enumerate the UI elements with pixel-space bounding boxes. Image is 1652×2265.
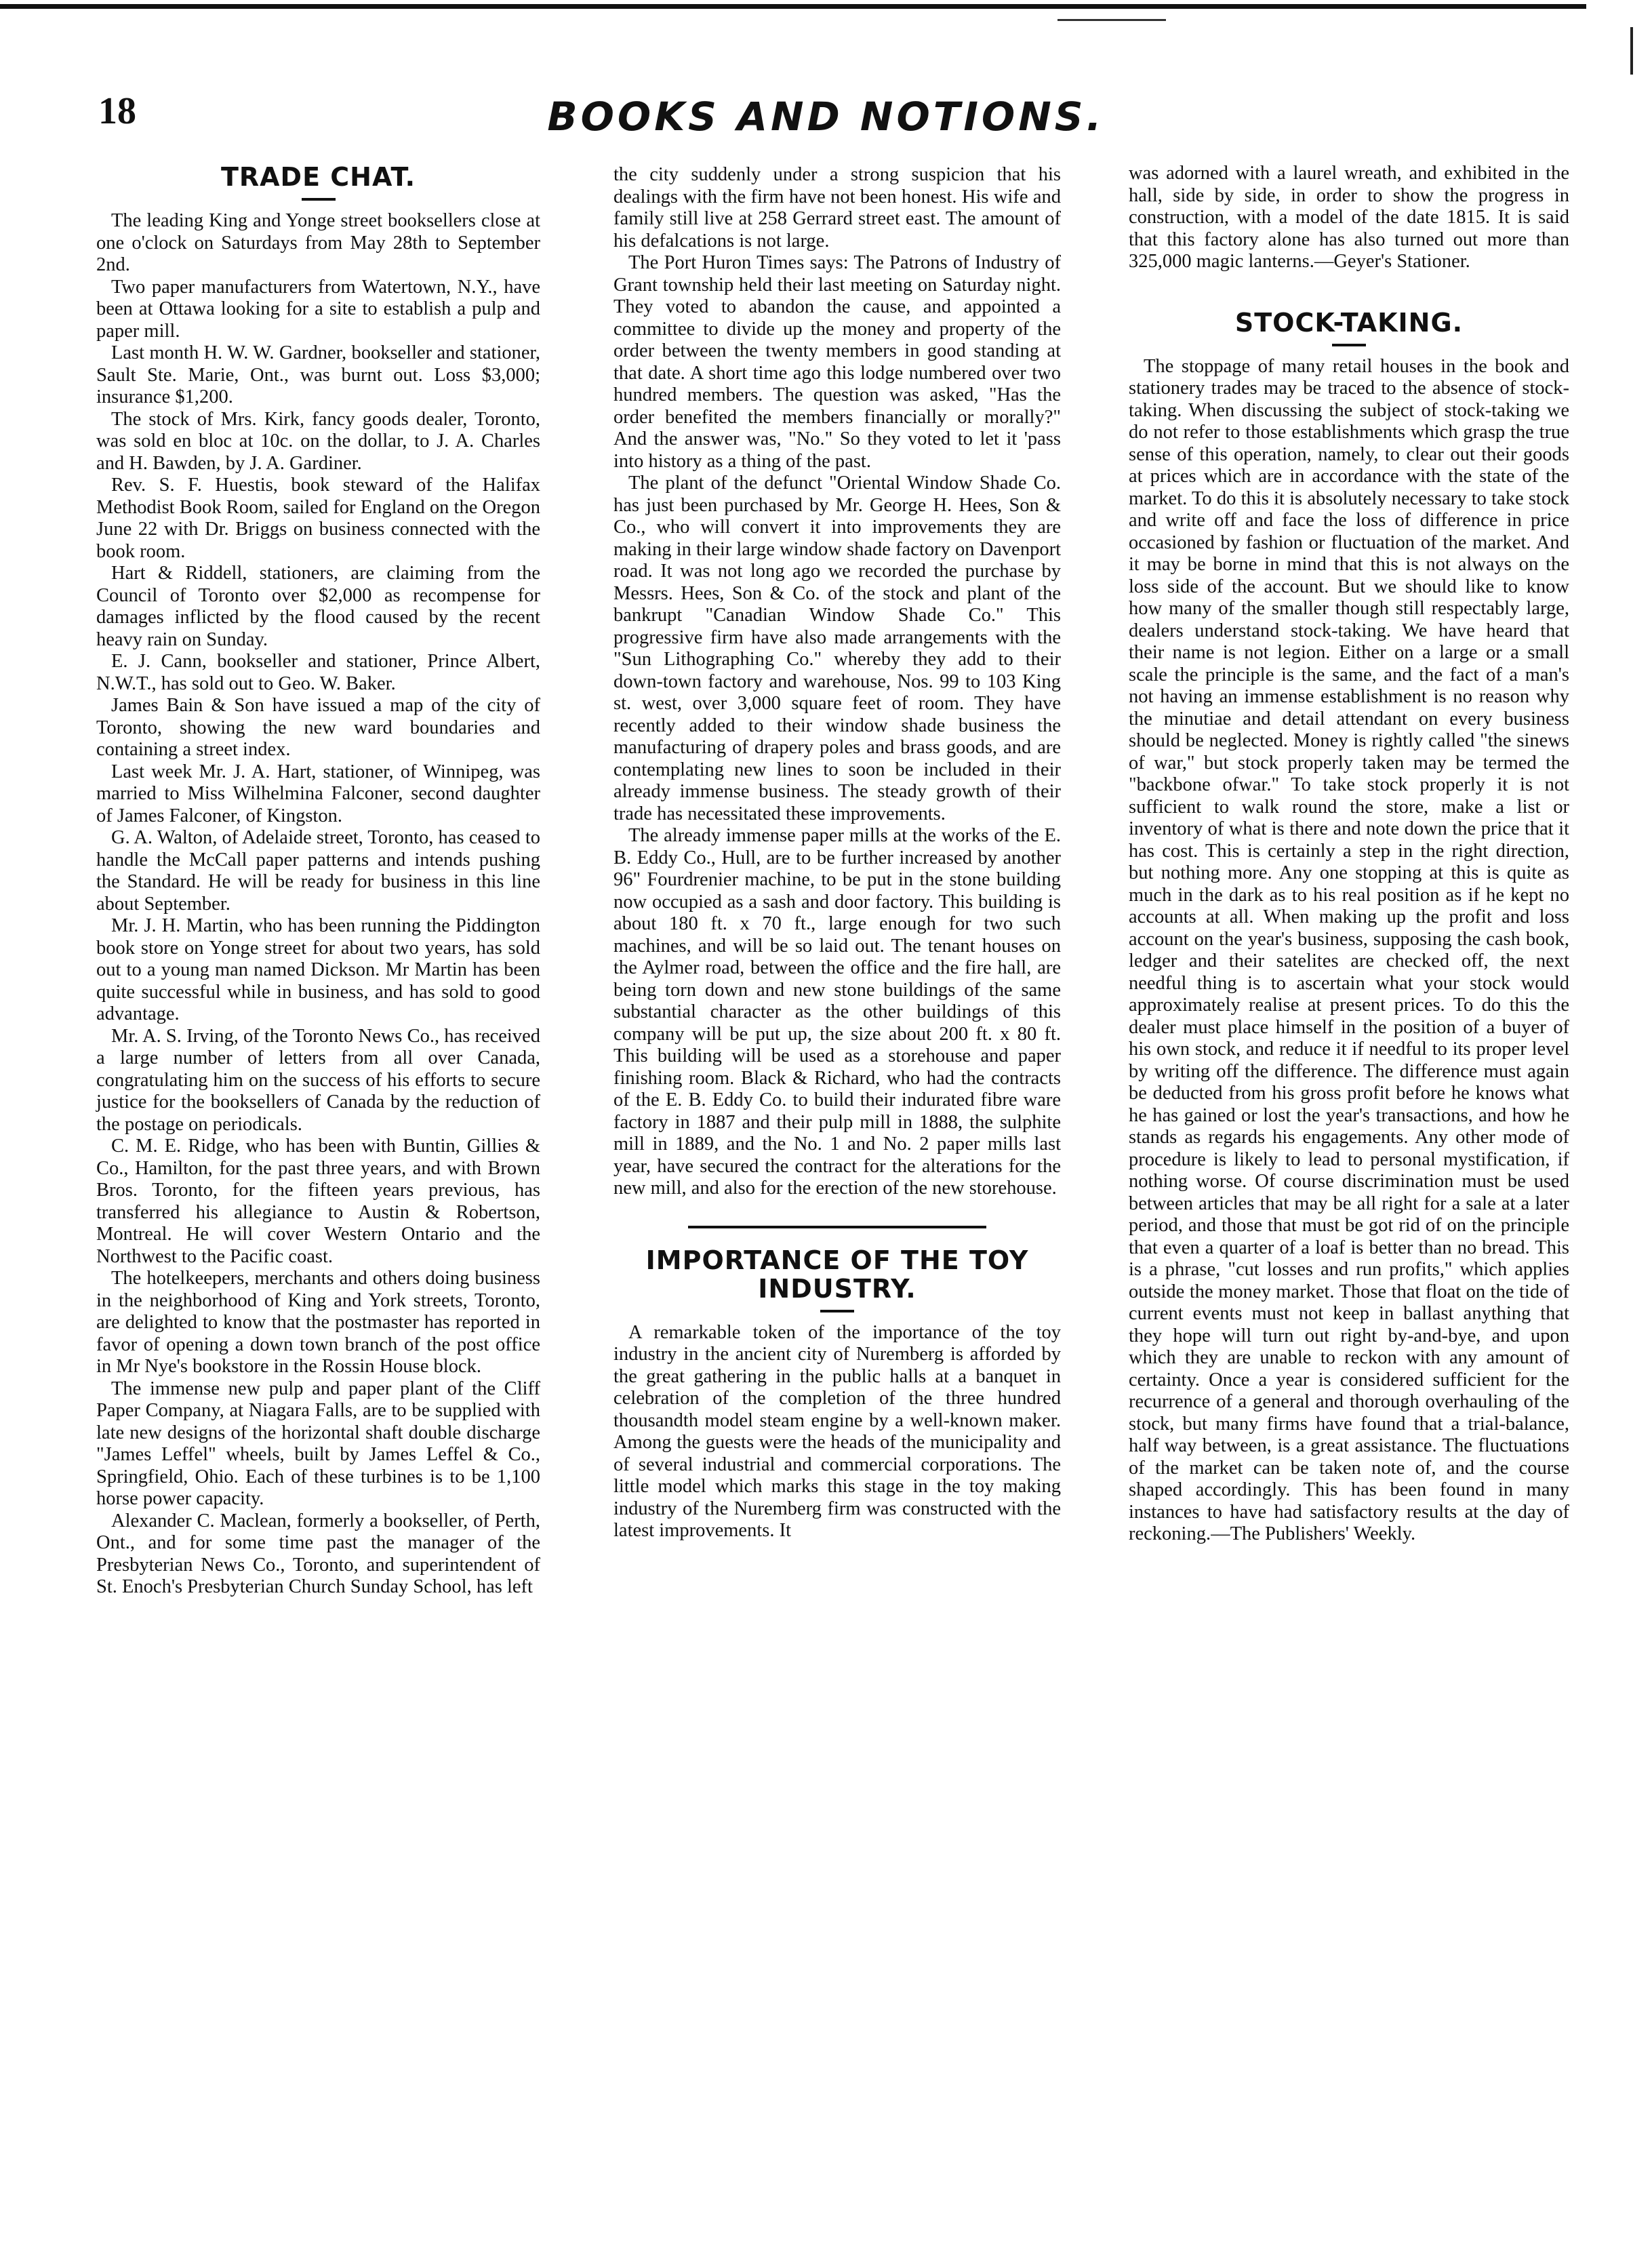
article-paragraph: Hart & Riddell, stationers, are claiming from the Council of Toronto over $2,000 as recompense for damages inflicted by the flood caused by the recent heavy rain on Sunday. <box>96 563 540 650</box>
article-paragraph: The stoppage of many retail houses in the book and stationery trades may be traced to the absence of stock-taking. When discussing the subject of stock-taking we do not refer to those establishments which grasp the true sense of this operation, namely, to clear out their goods at prices which are in accordance with the state of the market. To do this it is absolutely necessary to take stock and write off and face the loss of difference in price occasioned by fashion or fluctuation of the market. And it may be borne in mind that this is not always on the loss side of the account. But we should like to know how many of the smaller though still respectably large, dealers understand stock-taking. We have heard that their name is not legion. Either on a large or a small scale the principle is the same, and the fact of a man's not having an immense establishment is no reason why the minutiae and detail attendant on every business should be neglected. Money is rightly called "the sinews of war," but stock properly taken may be termed the "backbone ofwar." To take stock properly it is not sufficient to walk round the store, make a list or inventory of what is there and note down the price that it has cost. This is certainly a step in the right direction, but nothing more. Any one stopping at this is quite as much in the dark as to his real position as if he kept no accounts at all. When making up the profit and loss account on the year's business, supposing the cash book, ledger and their satelites are checked off, the next needful thing is to ascertain what your stock would approximately realise at present prices. To do this the dealer must place himself in the position of a buyer of his own stock, and reduce it if needful to its proper level by writing off the difference. The difference must again be deducted from his gross profit before he knows what he has gained or lost the year's transactions, and how he stands as regards his engagements. Any other mode of procedure is likely to lead to personal mystification, if nothing worse. Of course discrimination must be used between articles that may be all right for a sale at a later period, and those that must be got rid of on the principle that even a quarter of a loaf is better than no bread. This is a phrase, "cut losses and run profits," which applies outside the money market. Those that float on the tide of current events must not keep in ballast anything that they hope will turn out right by-and-bye, and upon which they are unable to reckon with any amount of certainty. Once a year is considered sufficient for the recurrence of a general and thorough overhauling of the stock, but many firms have found that a trial-balance, half way between, is a great assistance. The fluctuations of the market can be taken note of, and the course shaped accordingly. This has been found in many instances to have had satisfactory results at the day of reckoning.—The Publishers' Weekly. <box>1129 355 1569 1544</box>
article-paragraph: James Bain & Son have issued a map of the city of Toronto, showing the new ward boundaries and containing a street index. <box>96 695 540 760</box>
article-paragraph: The plant of the defunct "Oriental Window Shade Co. has just been purchased by Mr. George H. Hees, Son & Co., who will convert it into improvements they are making in their large window shade factory on Davenport road. It was not long ago we recorded the purchase by Messrs. Hees, Son & Co. of the stock and plant of the bankrupt "Canadian Window Shade Co." This progressive firm have also made arrangements with the "Sun Lithographing Co." whereby they add to their down-town factory and warehouse, Nos. 99 to 103 King st. west, over 3,000 square feet of room. They have recently added to their window shade business the manufacturing of drapery poles and brass goods, and are contemplating new lines to soon be included in their already immense business. The steady growth of their trade has necessitated these improvements. <box>613 473 1061 824</box>
article-paragraph: Last week Mr. J. A. Hart, stationer, of Winnipeg, was married to Miss Wilhelmina Falconer, second daughter of James Falconer, of Kingston. <box>96 761 540 826</box>
article-paragraph: The already immense paper mills at the works of the E. B. Eddy Co., Hull, are to be further increased by another 96" Fourdrenier machine, to be put in the stone building now occupied as a sash and door factory. This building is about 180 ft. x 70 ft., large enough for two such machines, and will be so laid out. The tenant houses on the Aylmer road, between the office and the fire hall, are being torn down and new stone buildings of the same substantial character as the other buildings of this company will be put up, the size about 200 ft. x 80 ft. This building will be used as a storehouse and paper finishing room. Black & Richard, who had the contracts of the E. B. Eddy Co. to build their indurated fibre ware factory in 1887 and their pulp mill in 1888, the sulphite mill in 1889, and the No. 1 and No. 2 paper mills last year, have secured the contract for the alterations for the new mill, and also for the erection of the new storehouse. <box>613 825 1061 1199</box>
article-paragraph: E. J. Cann, bookseller and stationer, Prince Albert, N.W.T., has sold out to Geo. W. Baker. <box>96 651 540 694</box>
toy-industry-continuation: was adorned with a laurel wreath, and exhibited in the hall, side by side, in order to show the progress in construction, with a model of the date 1815. It is said that this factory alone has also turned out more than 325,000 magic lanterns.—Geyer's Stationer. <box>1129 163 1569 272</box>
article-paragraph: G. A. Walton, of Adelaide street, Toronto, has ceased to handle the McCall paper patterns and intends pushing the Standard. He will be ready for business in this line about September. <box>96 827 540 915</box>
heading-dash <box>1332 344 1366 346</box>
page-number: 18 <box>98 90 136 132</box>
article-paragraph: The Port Huron Times says: The Patrons of Industry of Grant township held their last meeting on Saturday night. They voted to abandon the cause, and appointed a committee to divide up the money and property of the order between the twenty members in good standing at that date. A short time ago this lodge numbered over two hundred members. The question was asked, "Has the order benefited the members financially or morally?" And the answer was, "No." So they voted to let it 'pass into history as a thing of the past. <box>613 252 1061 472</box>
masthead: BOOKS AND NOTIONS. <box>547 94 1105 140</box>
article-paragraph: C. M. E. Ridge, who has been with Buntin, Gillies & Co., Hamilton, for the past three years, and with Brown Bros. Toronto, for the fifteen years previous, has transferred his allegiance to Austin & Robertson, Montreal. He will cover Western Ontario and the Northwest to the Pacific coast. <box>96 1136 540 1267</box>
article-paragraph: The immense new pulp and paper plant of the Cliff Paper Company, at Niagara Falls, are to be supplied with late new designs of the horizontal shaft double discharge "James Leffel" wheels, built by James Leffel & Co., Springfield, Ohio. Each of these turbines is to be 1,100 horse power capacity. <box>96 1378 540 1509</box>
article-paragraph: The leading King and Yonge street booksellers close at one o'clock on Saturdays from May 28th to September 2nd. <box>96 210 540 275</box>
toy-industry-heading: IMPORTANCE OF THE TOY INDUSTRY. <box>645 1245 1029 1304</box>
column-right <box>1129 163 1569 1546</box>
heading-dash <box>820 1310 854 1312</box>
page-edge-mark <box>1630 27 1637 75</box>
article-paragraph: Last month H. W. W. Gardner, bookseller and stationer, Sault Ste. Marie, Ont., was burnt out. Loss $3,000; insurance $1,200. <box>96 342 540 407</box>
toy-industry-body <box>613 1322 1061 1542</box>
column-left <box>96 163 540 1599</box>
article-paragraph: Mr. J. H. Martin, who has been running the Piddington book store on Yonge street for about two years, has sold out to a young man named Dickson. Mr Martin has been quite successful while in business, and has sold to good advantage. <box>96 915 540 1024</box>
section-divider <box>688 1226 986 1228</box>
article-paragraph: The stock of Mrs. Kirk, fancy goods dealer, Toronto, was sold en bloc at 10c. on the dollar, to J. A. Charles and H. Bawden, by J. A. Gardiner. <box>96 408 540 474</box>
article-paragraph: A remarkable token of the importance of the toy industry in the ancient city of Nuremberg is afforded by the great gathering in the public halls at a banquet in celebration of the completion of the three hundred thousandth model steam engine by a well-known maker. Among the guests were the heads of the municipality and of several industrial and commercial corporations. The little model which marks this stage in the toy making industry of the Nuremberg firm was constructed with the latest improvements. It <box>613 1321 1061 1541</box>
heading-dash <box>302 198 336 201</box>
trade-chat-heading: TRADE CHAT. <box>220 162 416 192</box>
stock-taking-heading: STOCK-TAKING. <box>1234 307 1464 338</box>
top-rule <box>0 4 1586 9</box>
trade-chat-body <box>96 210 540 1599</box>
column-middle <box>613 164 1061 1542</box>
top-rule-fragment <box>1057 19 1166 21</box>
stock-taking-body <box>1129 356 1569 1546</box>
article-paragraph: the city suddenly under a strong suspicion that his dealings with the firm have not been honest. His wife and family still live at 258 Gerrard street east. The amount of his defalcations is not large. <box>613 164 1061 252</box>
column-two-body <box>613 164 1061 1200</box>
article-paragraph: Rev. S. F. Huestis, book steward of the Halifax Methodist Book Room, sailed for England on the Oregon June 22 with Dr. Briggs on business connected with the book room. <box>96 475 540 562</box>
article-paragraph: Mr. A. S. Irving, of the Toronto News Co., has received a large number of letters from all over Canada, congratulating him on the success of his efforts to secure justice for the booksellers of Canada by the reduction of the postage on periodicals. <box>96 1025 540 1135</box>
article-paragraph: Alexander C. Maclean, formerly a bookseller, of Perth, Ont., and for some time past the manager of the Presbyterian News Co., Toronto, and superintendent of St. Enoch's Presbyterian Church Sunday School, has left <box>96 1510 540 1597</box>
article-paragraph: The hotelkeepers, merchants and others doing business in the neighborhood of King and York streets, Toronto, are delighted to know that the postmaster has reported in favor of opening a down town branch of the post office in Mr Nye's bookstore in the Rossin House block. <box>96 1268 540 1377</box>
article-paragraph: Two paper manufacturers from Watertown, N.Y., have been at Ottawa looking for a site to establish a pulp and paper mill. <box>96 276 540 342</box>
